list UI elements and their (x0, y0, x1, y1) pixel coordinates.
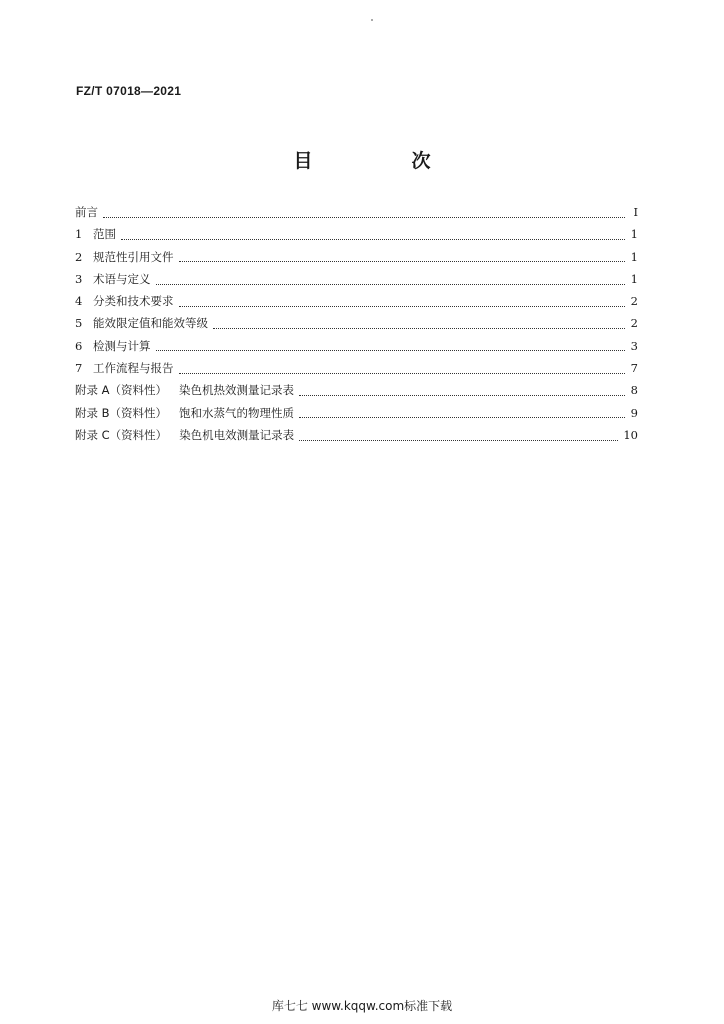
toc-entry-page: 2 (630, 294, 638, 309)
toc-entry-label: 工作流程与报告 (93, 361, 174, 376)
toc-entry-appendix-c[interactable] (75, 427, 638, 449)
toc-entry-label: 检测与计算 (93, 338, 151, 353)
page-title: 目 次 (293, 150, 471, 172)
toc-entry-page: 7 (630, 361, 638, 376)
toc-entry-page: 10 (623, 427, 638, 442)
toc-entry-efficiency-grades[interactable] (75, 315, 638, 337)
leader-dots (179, 373, 626, 374)
toc-entry-page: 8 (630, 383, 638, 398)
toc-entry-label: 前言 (75, 205, 98, 219)
appendix-subtitle: 染色机热效测量记录表 (179, 383, 295, 398)
toc-entry-appendix-b[interactable] (75, 405, 638, 427)
toc-entry-page: 1 (630, 271, 638, 286)
toc-entry-label: 分类和技术要求 (93, 294, 174, 309)
toc-entry-testing[interactable] (75, 338, 638, 360)
leader-dots (121, 239, 625, 240)
leader-dots (213, 328, 625, 329)
toc-entry-number: 1 (75, 227, 83, 242)
appendix-subtitle: 饱和水蒸气的物理性质 (179, 405, 295, 420)
toc-entry-normative-references[interactable] (75, 249, 638, 271)
toc-entry-classification[interactable] (75, 293, 638, 315)
appendix-label: 附录 B（资料性） (75, 405, 168, 420)
toc-entry-page: Ⅰ (633, 205, 638, 219)
toc-entry-label: 范围 (93, 227, 116, 242)
scan-speck (371, 19, 373, 21)
toc-entry-label: 能效限定值和能效等级 (93, 316, 208, 331)
toc-entry-foreword[interactable] (75, 204, 638, 226)
footer-watermark: 库七七 www.kqqw.com标准下载 (271, 999, 453, 1013)
toc-entry-appendix-a[interactable] (75, 382, 638, 404)
table-of-contents (75, 204, 638, 449)
leader-dots (179, 261, 626, 262)
toc-entry-number: 7 (75, 361, 83, 376)
leader-dots (156, 284, 626, 285)
toc-entry-page: 1 (630, 249, 638, 264)
appendix-label: 附录 C（资料性） (75, 427, 168, 442)
toc-entry-number: 6 (75, 338, 83, 353)
appendix-label: 附录 A（资料性） (75, 383, 168, 398)
toc-entry-number: 5 (75, 316, 83, 331)
leader-dots (103, 217, 625, 218)
toc-entry-label: 规范性引用文件 (93, 249, 174, 264)
toc-entry-number: 4 (75, 294, 83, 309)
standard-code: FZ/T 07018—2021 (76, 84, 182, 98)
leader-dots (299, 440, 618, 441)
leader-dots (299, 395, 625, 396)
toc-entry-number: 3 (75, 271, 83, 286)
toc-entry-terms-definitions[interactable] (75, 271, 638, 293)
leader-dots (179, 306, 626, 307)
toc-entry-page: 1 (630, 227, 638, 242)
toc-entry-number: 2 (75, 249, 83, 264)
toc-entry-label: 术语与定义 (93, 271, 151, 286)
toc-entry-page: 9 (630, 405, 638, 420)
toc-entry-page: 2 (630, 316, 638, 331)
toc-entry-scope[interactable] (75, 226, 638, 248)
leader-dots (299, 417, 625, 418)
leader-dots (156, 350, 626, 351)
toc-entry-workflow-report[interactable] (75, 360, 638, 382)
appendix-subtitle: 染色机电效测量记录表 (179, 427, 295, 442)
toc-entry-page: 3 (630, 338, 638, 353)
